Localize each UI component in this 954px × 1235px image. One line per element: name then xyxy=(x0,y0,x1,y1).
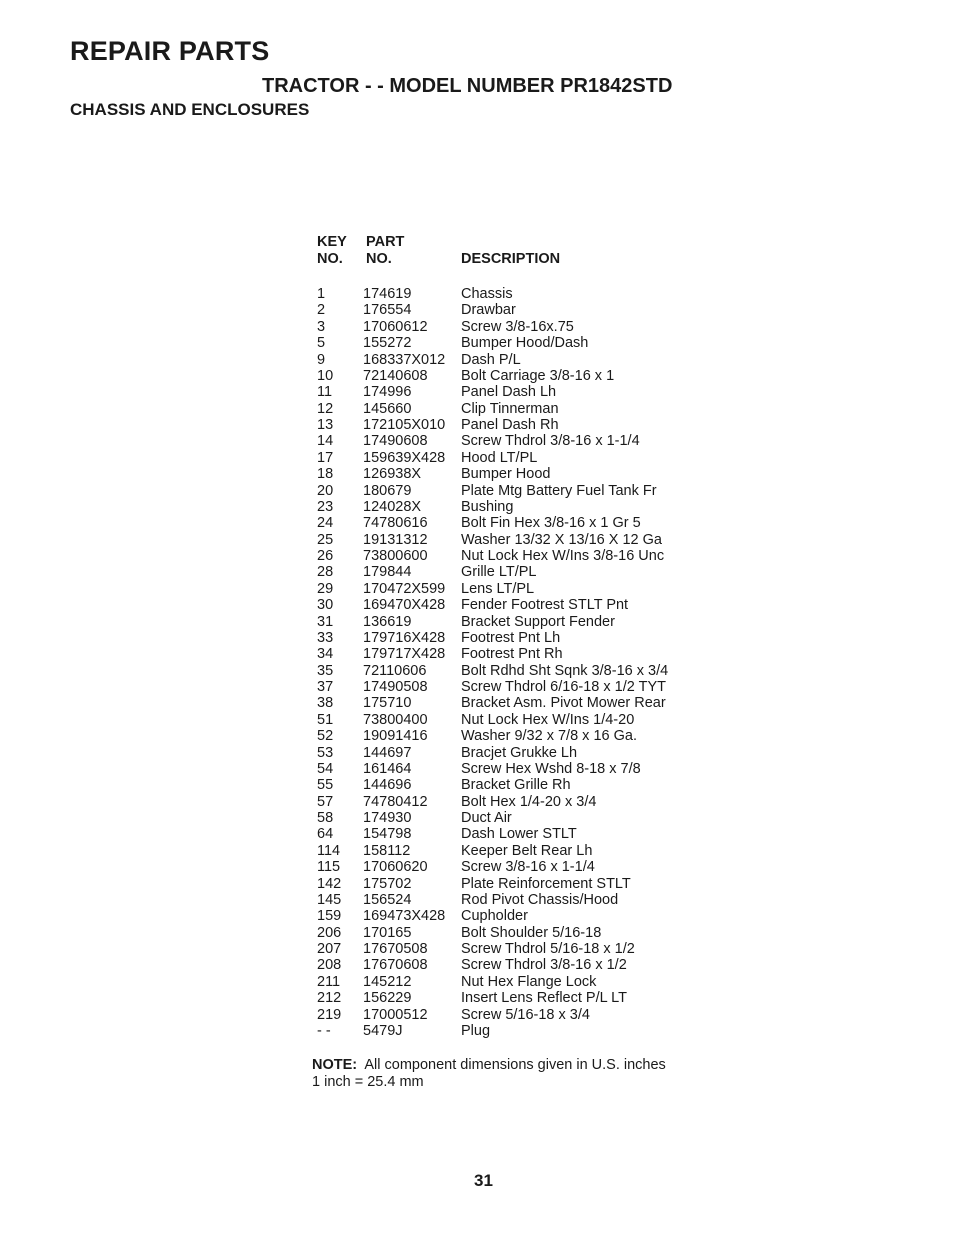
description-cell: Bolt Carriage 3/8-16 x 1 xyxy=(461,367,615,384)
part-number-cell: 179716X428 xyxy=(363,629,446,646)
part-number-cell: 144696 xyxy=(363,777,412,794)
key-cell: 5 xyxy=(317,335,326,352)
description-cell: Washer 13/32 X 13/16 X 12 Ga xyxy=(461,531,662,548)
part-number-cell: 136619 xyxy=(363,613,412,630)
key-cell: 29 xyxy=(317,580,334,597)
key-cell: 2 xyxy=(317,302,326,319)
key-cell: 18 xyxy=(317,466,334,483)
description-cell: Screw Thdrol 3/8-16 x 1/2 xyxy=(461,957,627,974)
description-cell: Plate Reinforcement STLT xyxy=(461,875,631,892)
column-header-key-line2: NO. xyxy=(317,251,343,267)
key-cell: 114 xyxy=(317,842,341,859)
description-cell: Bracjet Grukke Lh xyxy=(461,744,578,761)
description-cell: Footrest Pnt Lh xyxy=(461,629,561,646)
description-cell: Washer 9/32 x 7/8 x 16 Ga. xyxy=(461,728,637,745)
description-cell: Nut Lock Hex W/Ins 3/8-16 Unc xyxy=(461,548,665,564)
part-number-cell: 170165 xyxy=(363,924,412,941)
key-cell: 206 xyxy=(317,924,342,941)
part-number-cell: 19091416 xyxy=(363,728,428,745)
key-cell: 38 xyxy=(317,695,334,712)
description-cell: Plate Mtg Battery Fuel Tank Fr xyxy=(461,482,657,499)
key-cell: 115 xyxy=(317,859,341,876)
description-cell: Duct Air xyxy=(461,810,512,826)
part-number-cell: 19131312 xyxy=(363,531,428,548)
key-cell: 55 xyxy=(317,777,334,794)
page-title: REPAIR PARTS xyxy=(70,36,270,66)
column-header-part xyxy=(366,234,404,268)
part-number-cell: 180679 xyxy=(363,482,412,499)
part-number-cell: 156229 xyxy=(363,990,412,1007)
part-number-cell: 126938X xyxy=(363,466,422,483)
page-number: 31 xyxy=(474,1171,493,1190)
key-cell: 17 xyxy=(317,449,334,466)
column-header-part-line2: NO. xyxy=(366,251,392,267)
part-number-cell: 155272 xyxy=(363,335,412,352)
key-cell: - - xyxy=(317,1022,331,1039)
description-cell: Lens LT/PL xyxy=(461,580,535,597)
part-number-cell: 170472X599 xyxy=(363,580,446,597)
description-cell: Chassis xyxy=(461,286,513,302)
key-cell: 207 xyxy=(317,941,342,957)
description-cell: Rod Pivot Chassis/Hood xyxy=(461,891,619,908)
key-cell: 3 xyxy=(317,318,326,335)
description-cell: Screw 3/8-16x.75 xyxy=(461,318,574,335)
description-cell: Screw Thdrol 3/8-16 x 1-1/4 xyxy=(461,433,640,450)
part-number-cell: 179844 xyxy=(363,564,412,581)
part-number-cell: 5479J xyxy=(363,1022,403,1039)
note-label: NOTE: xyxy=(312,1057,358,1073)
description-cell: Insert Lens Reflect P/L LT xyxy=(461,990,628,1007)
description-cell: Bolt Hex 1/4-20 x 3/4 xyxy=(461,793,597,810)
part-number-cell: 169473X428 xyxy=(363,908,446,925)
part-number-cell: 172105X010 xyxy=(363,417,446,433)
key-cell: 219 xyxy=(317,1006,342,1023)
description-cell: Bushing xyxy=(461,498,514,515)
section-title: CHASSIS AND ENCLOSURES xyxy=(70,100,310,119)
key-cell: 11 xyxy=(317,384,333,401)
description-cell: Dash Lower STLT xyxy=(461,826,577,843)
description-cell: Keeper Belt Rear Lh xyxy=(461,842,593,859)
key-cell: 20 xyxy=(317,482,334,499)
part-number-cell: 74780412 xyxy=(363,793,428,810)
part-number-cell: 74780616 xyxy=(363,515,428,532)
part-number-cell: 17060620 xyxy=(363,859,428,876)
part-number-cell: 72110606 xyxy=(363,662,427,679)
part-number-cell: 17060612 xyxy=(363,318,428,335)
description-cell: Bumper Hood/Dash xyxy=(461,335,589,352)
column-header-description: DESCRIPTION xyxy=(461,251,561,267)
part-number-cell: 174619 xyxy=(363,286,412,302)
part-number-cell: 179717X428 xyxy=(363,646,446,663)
column-header-key-line1: KEY xyxy=(317,234,347,250)
part-number-cell: 145212 xyxy=(363,973,412,990)
note-conversion: 1 inch = 25.4 mm xyxy=(312,1073,424,1090)
description-cell: Dash P/L xyxy=(461,351,521,368)
description-cell: Footrest Pnt Rh xyxy=(461,646,563,663)
key-cell: 31 xyxy=(317,613,334,630)
description-cell: Nut Hex Flange Lock xyxy=(461,973,597,990)
key-cell: 57 xyxy=(317,793,334,810)
key-cell: 35 xyxy=(317,662,334,679)
description-cell: Hood LT/PL xyxy=(461,449,538,466)
part-number-cell: 168337X012 xyxy=(363,351,446,368)
description-cell: Screw 3/8-16 x 1-1/4 xyxy=(461,859,595,876)
key-cell: 142 xyxy=(317,875,342,892)
key-cell: 211 xyxy=(317,973,341,990)
part-number-cell: 156524 xyxy=(363,891,412,908)
description-cell: Fender Footrest STLT Pnt xyxy=(461,597,629,614)
key-cell: 30 xyxy=(317,597,334,614)
column-header-part-line1: PART xyxy=(366,234,405,250)
key-cell: 212 xyxy=(317,990,342,1007)
description-cell: Panel Dash Rh xyxy=(461,417,559,433)
key-cell: 145 xyxy=(317,891,342,908)
description-cell: Grille LT/PL xyxy=(461,564,537,581)
key-cell: 1 xyxy=(317,286,326,302)
key-cell: 33 xyxy=(317,629,334,646)
description-cell: Bracket Support Fender xyxy=(461,613,615,630)
description-cell: Panel Dash Lh xyxy=(461,384,557,401)
key-cell: 51 xyxy=(317,711,334,728)
part-number-cell: 17670508 xyxy=(363,941,428,957)
description-cell: Screw Hex Wshd 8-18 x 7/8 xyxy=(461,760,641,777)
key-cell: 25 xyxy=(317,531,334,548)
part-number-cell: 17490508 xyxy=(363,679,428,695)
description-cell: Screw Thdrol 5/16-18 x 1/2 xyxy=(461,941,635,957)
part-number-cell: 174996 xyxy=(363,384,412,401)
key-cell: 10 xyxy=(317,367,334,384)
part-number-cell: 161464 xyxy=(363,760,412,777)
key-cell: 64 xyxy=(317,826,334,843)
description-cell: Screw Thdrol 6/16-18 x 1/2 TYT xyxy=(461,679,666,695)
description-cell: Bolt Shoulder 5/16-18 xyxy=(461,924,602,941)
description-cell: Clip Tinnerman xyxy=(461,400,559,417)
part-number-cell: 17490608 xyxy=(363,433,428,450)
key-cell: 28 xyxy=(317,564,334,581)
part-number-cell: 72140608 xyxy=(363,367,428,384)
part-number-cell: 159639X428 xyxy=(363,449,446,466)
part-number-cell: 73800400 xyxy=(363,711,428,728)
key-cell: 24 xyxy=(317,515,334,532)
part-number-cell: 154798 xyxy=(363,826,412,843)
part-number-cell: 144697 xyxy=(363,744,412,761)
part-number-cell: 73800600 xyxy=(363,548,428,564)
description-cell: Bumper Hood xyxy=(461,466,551,483)
part-number-cell: 176554 xyxy=(363,302,412,319)
part-number-cell: 175710 xyxy=(363,695,412,712)
key-cell: 26 xyxy=(317,548,334,564)
key-cell: 23 xyxy=(317,498,334,515)
description-cell: Bracket Grille Rh xyxy=(461,777,571,794)
description-cell: Bracket Asm. Pivot Mower Rear xyxy=(461,695,666,712)
description-cell: Bolt Rdhd Sht Sqnk 3/8-16 x 3/4 xyxy=(461,662,669,679)
key-cell: 12 xyxy=(317,400,334,417)
key-cell: 34 xyxy=(317,646,334,663)
part-number-cell: 17000512 xyxy=(363,1006,428,1023)
description-cell: Plug xyxy=(461,1022,491,1039)
key-cell: 58 xyxy=(317,810,334,826)
part-number-cell: 145660 xyxy=(363,400,412,417)
description-cell: Cupholder xyxy=(461,908,528,925)
column-header-key xyxy=(317,234,347,268)
model-subtitle: TRACTOR - - MODEL NUMBER PR1842STD xyxy=(262,75,673,97)
key-cell: 52 xyxy=(317,728,334,745)
key-cell: 13 xyxy=(317,417,334,433)
part-number-cell: 169470X428 xyxy=(363,597,446,614)
key-cell: 14 xyxy=(317,433,334,450)
part-number-cell: 17670608 xyxy=(363,957,428,974)
note-text: All component dimensions given in U.S. inches xyxy=(364,1057,666,1073)
key-cell: 53 xyxy=(317,744,334,761)
description-cell: Drawbar xyxy=(461,302,516,319)
part-number-cell: 174930 xyxy=(363,810,412,826)
part-number-cell: 158112 xyxy=(363,842,411,859)
key-cell: 9 xyxy=(317,351,326,368)
key-cell: 54 xyxy=(317,760,334,777)
key-cell: 208 xyxy=(317,957,342,974)
note xyxy=(312,1057,666,1090)
description-cell: Bolt Fin Hex 3/8-16 x 1 Gr 5 xyxy=(461,515,641,532)
key-cell: 159 xyxy=(317,908,342,925)
part-number-cell: 175702 xyxy=(363,875,412,892)
description-cell: Nut Lock Hex W/Ins 1/4-20 xyxy=(461,711,635,728)
description-cell: Screw 5/16-18 x 3/4 xyxy=(461,1006,590,1023)
part-number-cell: 124028X xyxy=(363,498,422,515)
key-cell: 37 xyxy=(317,679,334,695)
